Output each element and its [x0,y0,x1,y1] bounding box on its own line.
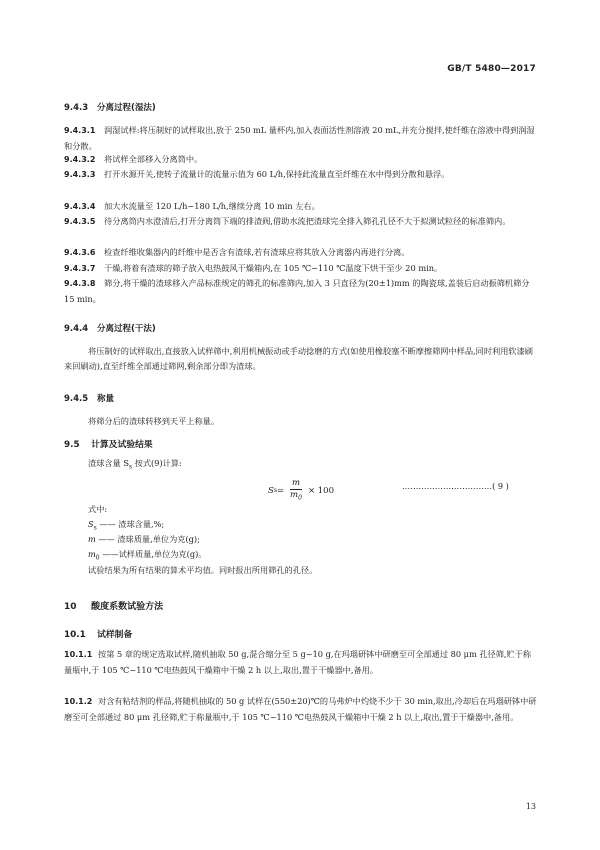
formula-fraction [288,478,304,504]
clause-text: 筛分,将干燥的渣球移入产品标准规定的筛孔的标准筛内,加入 3 只直径为(20±1)mm 的陶瓷球,盖装后启动振筛机筛分 15 min。 [64,278,530,304]
denominator-sub: 0 [298,494,302,502]
formula-lhs-sub: s [273,487,277,495]
clause-10-1-2 [64,694,538,724]
clause-number: 10.1.2 [64,697,93,706]
definition-m [88,532,200,547]
formula-9 [268,478,334,504]
clause-text: 加大水流量至 120 L/h~180 L/h,继续分离 10 min 左右。 [104,201,320,211]
clause-number: 10.1.1 [64,650,93,659]
section-title: 试样制备 [97,630,133,640]
section-title: 计算及试验结果 [91,440,153,450]
def-symbol: m [88,534,96,544]
standard-code: GB/T 5480—2017 [447,64,536,74]
def-symbol: S [88,519,94,529]
clause-text: 按第 5 章的规定选取试样,随机抽取 50 g,混合缩分至 5 g~10 g,在玛瑙研钵中研磨至可全部通过 80 μm 孔径筛,贮于称量瓶中,于 105 ℃~110 ℃电热鼓风干燥箱中干燥 2 h 以上,取出,置于干燥器中,备用。 [64,649,532,675]
clause-9-4-3-8 [64,276,538,306]
intro-subscript: s [128,463,133,471]
section-number: 9.4.4 [64,324,89,334]
clause-text: 将试样全部移入分离筒中。 [104,154,203,164]
def-desc: ——试样质量,单位为克(g)。 [99,549,207,559]
clause-text: 干燥,将着有渣球的筛子放入电热鼓风干燥箱内,在 105 ℃~110 ℃温度下烘干至少 20 min。 [104,263,443,273]
intro-tail: 按式(9)计算: [132,458,182,468]
page-number: 13 [525,802,536,811]
clause-number: 9.4.3.3 [64,170,96,179]
formula-intro [88,456,182,475]
def-sub: s [93,524,97,532]
section-number: 9.5 [64,440,80,450]
clause-9-4-3-6 [64,245,538,261]
clause-number: 9.4.3.1 [64,126,96,135]
paragraph-9-4-5: 将筛分后的渣球转移到天平上称量。 [88,416,220,426]
clause-text: 润湿试样:将压制好的试样取出,放于 250 mL 量杯内,加入表面活性剂溶液 20 mL,并充分搅拌,使纤维在溶液中得到润湿和分散。 [64,125,535,151]
section-number: 10.1 [64,630,86,640]
section-title: 称量 [96,394,114,404]
formula-multiplier: × 100 [307,485,334,496]
section-heading-9-4-4 [64,322,156,334]
intro-text: 渣球含量 S [88,458,129,468]
chapter-title: 酸度系数试验方法 [91,602,164,612]
def-desc: —— 渣球质量,单位为克(g); [95,534,200,544]
section-heading-10-1 [64,627,132,640]
def-desc: —— 渣球含量,%; [96,519,165,529]
formula-equals: = [276,485,285,496]
chapter-number: 10 [64,602,77,612]
formula-lhs: S [268,485,274,496]
clause-9-4-3-3 [64,167,538,183]
section-heading-9-4-3 [64,101,156,113]
clause-9-4-3-5 [64,214,538,230]
clause-text: 待分离筒内水澄清后,打开分离筒下端的排渣阀,借助水流把渣球完全排入筛孔孔径不大于拟测试粒径的标准筛内。 [104,216,511,226]
fraction-numerator: m [291,478,301,488]
clause-9-4-3-2 [64,152,538,168]
section-heading-9-5 [64,437,153,450]
clause-10-1-1 [64,647,538,677]
section-title: 分离过程(干法) [96,324,156,334]
clause-text: 打开水源开关,使转子流量计的流量示值为 60 L/h,保持此流量直至纤维在水中得到分散和悬浮。 [104,169,450,179]
clause-number: 9.4.3.2 [64,155,96,164]
denominator-symbol: m [290,490,299,500]
clause-9-4-3-7 [64,261,538,277]
fraction-denominator [288,490,304,504]
clause-number: 9.4.3.8 [64,279,96,288]
def-sub: 0 [95,554,100,562]
section-number: 9.4.5 [64,394,89,404]
clause-9-4-3-1 [64,123,538,153]
clause-number: 9.4.3.5 [64,217,96,226]
section-number: 9.4.3 [64,103,89,113]
paragraph-9-4-4: 将压制好的试样取出,直接放入试样筛中,利用机械振动或手动捻磨的方式(如使用橡胶塞不断摩擦筛网中样品,同时利用软漆刷来回刷动),直至纤维全部通过筛网,剩余部分即为渣球。 [64,346,533,371]
clause-text: 检查纤维收集器内的纤维中是否含有渣球,若有渣球应将其放入分离器内再进行分离。 [104,247,410,257]
where-label: 式中: [88,504,108,514]
clause-number: 9.4.3.4 [64,202,96,211]
result-statement: 试验结果为所有结果的算术平均值。同时报出所用筛孔的孔径。 [88,565,318,575]
clause-number: 9.4.3.6 [64,248,96,257]
def-symbol: m [88,549,96,559]
section-title: 分离过程(湿法) [96,103,156,113]
equation-number: ……………………………( 9 ) [402,481,509,491]
clause-text: 对含有粘结剂的样品,将随机抽取的 50 g 试样在(550±20)℃的马弗炉中灼烧不少于 30 min,取出,冷却后在玛瑙研钵中研磨至可全部通过 80 μm 孔径筛,贮于称量瓶中,于 105 ℃~110 ℃电热鼓风干燥箱中干燥 2 h 以上,取出,置于干燥器中,备用。 [64,696,537,722]
chapter-heading-10 [64,599,163,612]
section-heading-9-4-5 [64,392,114,404]
clause-number: 9.4.3.7 [64,264,96,273]
clause-9-4-3-4 [64,199,538,215]
